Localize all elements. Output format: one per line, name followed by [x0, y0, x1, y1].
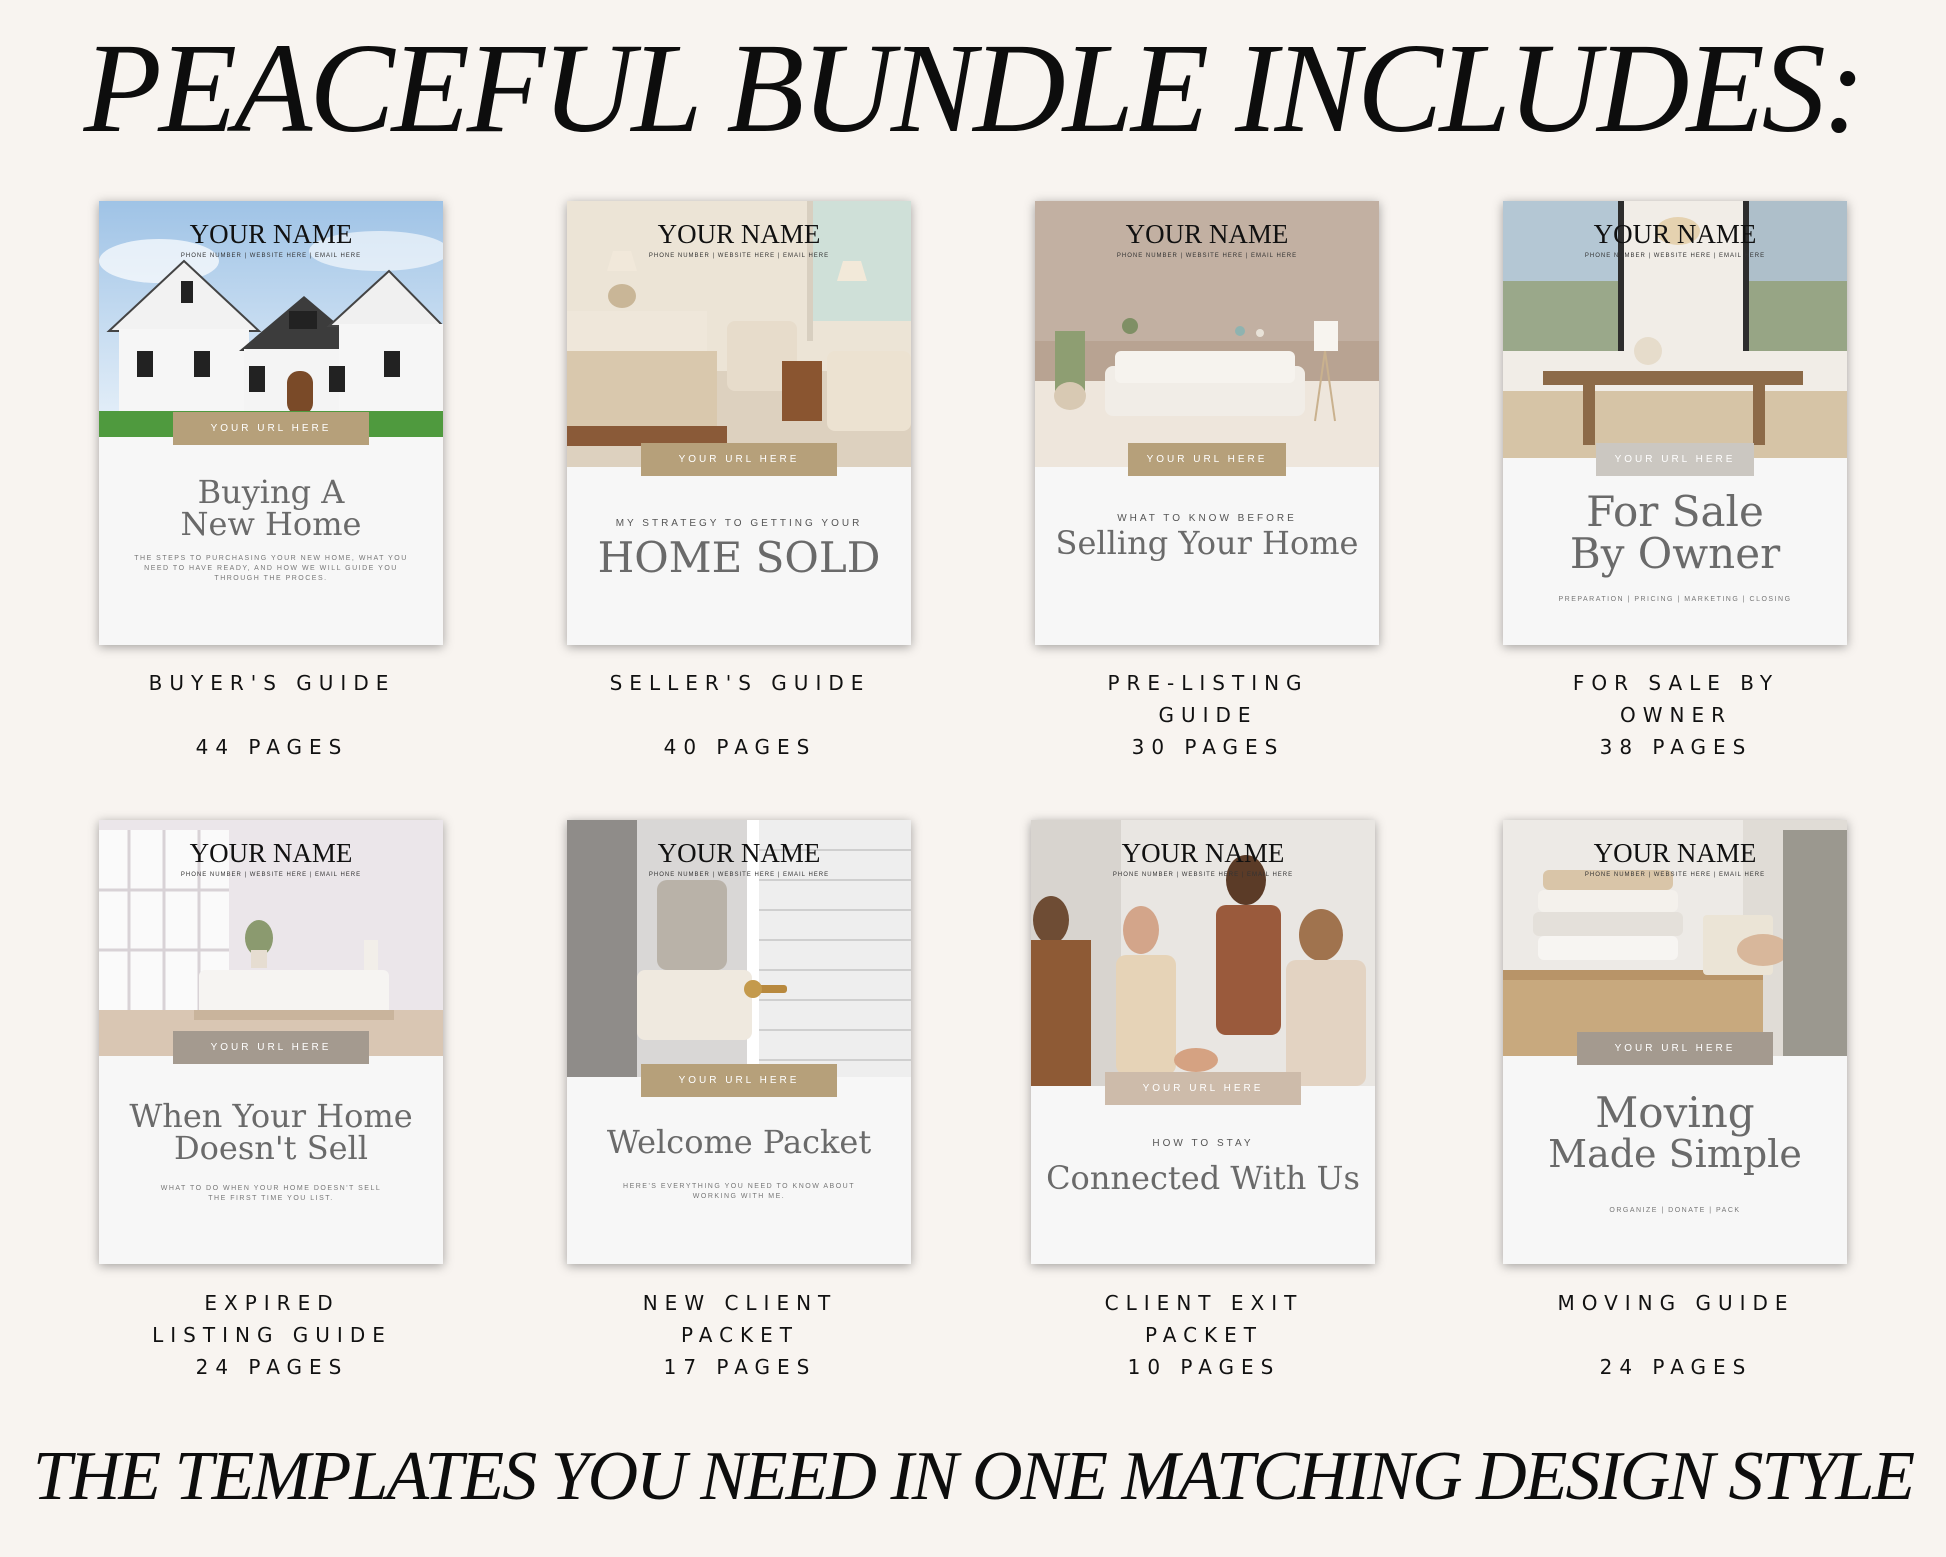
- card-title: When Your Home Doesn't Sell: [129, 1097, 413, 1167]
- moving-guide-card[interactable]: [1503, 820, 1847, 1264]
- card-label: EXPIRED LISTING GUIDE 24 PAGES: [152, 1291, 392, 1379]
- card-title: Moving Made Simple: [1548, 1088, 1802, 1176]
- card-kicker: HOW TO STAY: [1152, 1138, 1254, 1149]
- card-subtitle: PREPARATION | PRICING | MARKETING | CLOSING: [1558, 596, 1792, 603]
- url-banner: YOUR URL HERE: [1577, 1032, 1773, 1065]
- contact-line: PHONE NUMBER | WEBSITE HERE | EMAIL HERE: [1112, 872, 1294, 878]
- brand-name: YOUR NAME: [657, 219, 821, 249]
- contact-line: PHONE NUMBER | WEBSITE HERE | EMAIL HERE: [1584, 872, 1766, 878]
- client-exit-packet-card[interactable]: [1031, 820, 1375, 1264]
- card-subtitle: ORGANIZE | DONATE | PACK: [1609, 1207, 1741, 1214]
- contact-line: PHONE NUMBER | WEBSITE HERE | EMAIL HERE: [1116, 253, 1298, 259]
- url-banner: YOUR URL HERE: [173, 412, 369, 445]
- url-banner: YOUR URL HERE: [1105, 1072, 1301, 1105]
- brand-name: YOUR NAME: [189, 838, 353, 868]
- buyers-guide-card[interactable]: [99, 201, 443, 645]
- url-banner: YOUR URL HERE: [1128, 443, 1286, 476]
- card-label: BUYER'S GUIDE 44 PAGES: [148, 671, 396, 759]
- brand-name: YOUR NAME: [189, 219, 353, 249]
- card-label: MOVING GUIDE 24 PAGES: [1557, 1291, 1795, 1379]
- card-label: SELLER'S GUIDE 40 PAGES: [609, 671, 871, 759]
- pre-listing-guide-card[interactable]: [1035, 201, 1379, 645]
- card-subtitle: HERE'S EVERYTHING YOU NEED TO KNOW ABOUT WORKING WITH ME.: [623, 1183, 855, 1200]
- brand-name: YOUR NAME: [1125, 219, 1289, 249]
- brand-name: YOUR NAME: [1593, 838, 1757, 868]
- url-banner: YOUR URL HERE: [641, 1064, 837, 1097]
- contact-line: PHONE NUMBER | WEBSITE HERE | EMAIL HERE: [648, 872, 830, 878]
- card-label: PRE-LISTING GUIDE 30 PAGES: [1107, 671, 1309, 759]
- expired-listing-guide-card[interactable]: [99, 820, 443, 1264]
- card-kicker: MY STRATEGY TO GETTING YOUR: [615, 518, 863, 529]
- card-label: FOR SALE BY OWNER 38 PAGES: [1572, 671, 1780, 759]
- url-banner: YOUR URL HERE: [1596, 443, 1754, 476]
- card-title: Connected With Us: [1046, 1159, 1360, 1197]
- card-label: NEW CLIENT PACKET 17 PAGES: [642, 1291, 838, 1379]
- page-footer-tagline: THE TEMPLATES YOU NEED IN ONE MATCHING DESIGN STYLE: [32, 1438, 1914, 1515]
- card-subtitle: THE STEPS TO PURCHASING YOUR NEW HOME, WHAT YOU NEED TO HAVE READY, AND HOW WE WILL GUIDE YOU THROUGH THE PROCES.: [134, 555, 408, 582]
- card-title: Buying A New Home: [180, 473, 362, 543]
- card-kicker: WHAT TO KNOW BEFORE: [1117, 513, 1297, 524]
- url-banner: YOUR URL HERE: [173, 1031, 369, 1064]
- card-title: HOME SOLD: [597, 533, 881, 582]
- new-client-packet-card[interactable]: [567, 820, 911, 1264]
- brand-name: YOUR NAME: [1121, 838, 1285, 868]
- card-subtitle: WHAT TO DO WHEN YOUR HOME DOESN'T SELL THE FIRST TIME YOU LIST.: [160, 1185, 382, 1202]
- for-sale-by-owner-card[interactable]: [1503, 201, 1847, 645]
- page-heading: PEACEFUL BUNDLE INCLUDES:: [83, 17, 1863, 159]
- card-title: Selling Your Home: [1055, 524, 1359, 562]
- url-banner: YOUR URL HERE: [641, 443, 837, 476]
- card-title: Welcome Packet: [606, 1123, 872, 1161]
- brand-name: YOUR NAME: [1593, 219, 1757, 249]
- card-label: CLIENT EXIT PACKET 10 PAGES: [1104, 1291, 1304, 1379]
- card-title: For Sale By Owner: [1569, 487, 1781, 578]
- contact-line: PHONE NUMBER | WEBSITE HERE | EMAIL HERE: [648, 253, 830, 259]
- sellers-guide-card[interactable]: [567, 201, 911, 645]
- contact-line: PHONE NUMBER | WEBSITE HERE | EMAIL HERE: [180, 872, 362, 878]
- contact-line: PHONE NUMBER | WEBSITE HERE | EMAIL HERE: [180, 253, 362, 259]
- contact-line: PHONE NUMBER | WEBSITE HERE | EMAIL HERE: [1584, 253, 1766, 259]
- brand-name: YOUR NAME: [657, 838, 821, 868]
